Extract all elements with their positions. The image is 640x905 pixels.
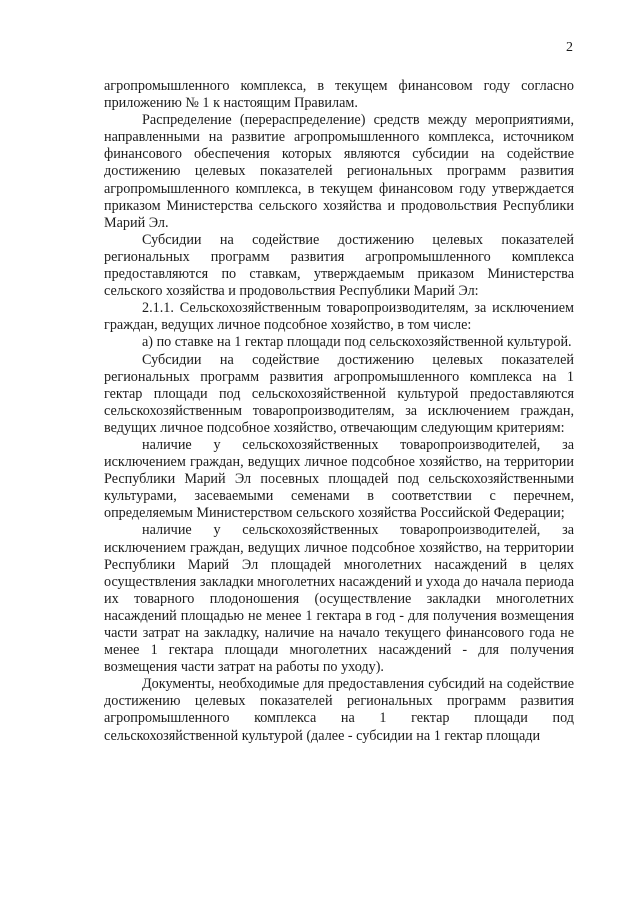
paragraph-item-a: а) по ставке на 1 гектар площади под сельскохозяйственной культурой.	[142, 334, 572, 351]
page-number: 2	[566, 40, 573, 55]
paragraph-documents: Документы, необходимые для предоставления субсидий на содействие достижению целевых показателей региональных программ развития агропромышленного комплекса на 1 гектар площади под сельскохозяйственной культурой (далее - субсидии на 1 гектар площади	[104, 676, 574, 744]
document-body	[104, 78, 574, 745]
paragraph-continuation: агропромышленного комплекса, в текущем финансовом году согласно приложению № 1 к настоящим Правилам.	[104, 78, 574, 112]
paragraph-clause-2-1-1: 2.1.1. Сельскохозяйственным товаропроизводителям, за исключением граждан, ведущих личное подсобное хозяйство, в том числе:	[104, 300, 574, 334]
paragraph-criterion-perennial: наличие у сельскохозяйственных товаропроизводителей, за исключением граждан, ведущих личное подсобное хозяйство, на территории Республики Марий Эл площадей многолетних насаждений в целях осуществления закладки многолетних насаждений и ухода до начала периода их товарного плодоношения (осуществление закладки многолетних насаждений площадью не менее 1 гектара в год - для получения возмещения части затрат на закладку, наличие на начало текущего финансового года не менее 1 гектара площади многолетних насаждений - для получения возмещения части затрат на работы по уходу).	[104, 522, 575, 676]
paragraph-subsidy-rates: Субсидии на содействие достижению целевых показателей региональных программ развития агропромышленного комплекса предоставляются по ставкам, утверждаемым приказом Министерства сельского хозяйства и продовольствия Республики Марий Эл:	[104, 231, 574, 300]
paragraph-distribution: Распределение (перераспределение) средств между мероприятиями, направленными на развитие агропромышленного комплекса, источником финансового обеспечения которых являются субсидии на содействие достижению целевых показателей региональных программ развития агропромышленного комплекса, в текущем финансовом году утверждается приказом Министерства сельского хозяйства и продовольствия Республики Марий Эл.	[104, 112, 574, 231]
paragraph-criteria-intro: Субсидии на содействие достижению целевых показателей региональных программ развития агропромышленного комплекса на 1 гектар площади под сельскохозяйственной культурой предоставляются сельскохозяйственным товаропроизводителям, за исключением граждан, ведущих личное подсобное хозяйство, отвечающим следующим критериям:	[104, 351, 574, 436]
paragraph-criterion-sown-areas: наличие у сельскохозяйственных товаропроизводителей, за исключением граждан, ведущих личное подсобное хозяйство, на территории Республики Марий Эл посевных площадей под сельскохозяйственными культурами, засеваемыми семенами в соответствии с перечнем, определяемым Министерством сельского хозяйства Российской Федерации;	[104, 436, 574, 522]
